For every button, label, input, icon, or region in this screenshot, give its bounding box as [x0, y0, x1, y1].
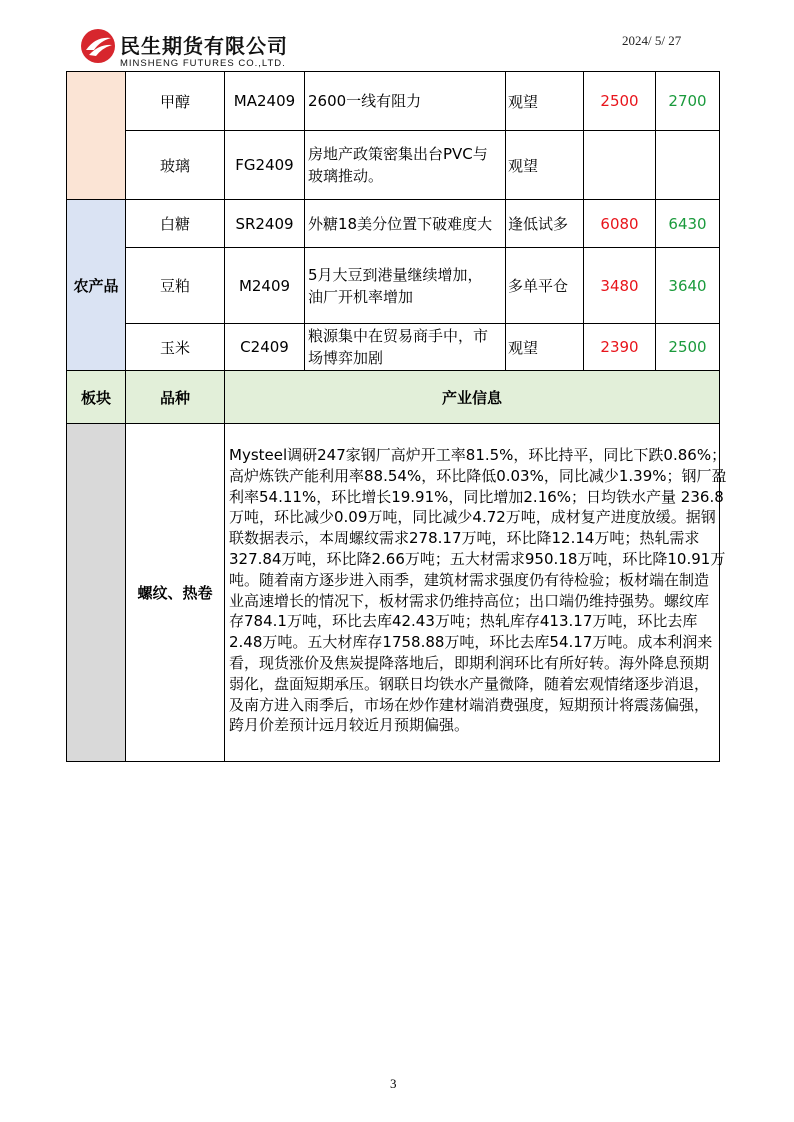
support-price: 2390: [584, 324, 656, 371]
table-row: [67, 131, 720, 200]
industry-info: [225, 424, 727, 762]
strategy-note: [305, 324, 506, 371]
note-line: 房地产政策密集出台PVC与: [308, 145, 488, 163]
resistance-price: 2500: [656, 324, 720, 371]
support-price: 3480: [584, 248, 656, 324]
variety-name: 豆粕: [126, 248, 225, 324]
resistance-price: 3640: [656, 248, 720, 324]
variety-name: 玉米: [126, 324, 225, 371]
header-variety: 品种: [126, 371, 225, 424]
section-header-row: [67, 371, 720, 424]
contract-code: SR2409: [225, 200, 305, 248]
variety-name: 玻璃: [126, 131, 225, 200]
minsheng-logo-icon: [80, 28, 116, 64]
company-name-cn: 民生期货有限公司: [120, 34, 288, 58]
view-cell: 观望: [506, 324, 584, 371]
variety-name: 白糖: [126, 200, 225, 248]
info-line: 万吨，环比减少0.09万吨，同比减少4.72万吨，成材复产进度放缓。据钢: [229, 508, 716, 527]
view-cell: 多单平仓: [506, 248, 584, 324]
view-cell: 逢低试多: [506, 200, 584, 248]
resistance-price: 6430: [656, 200, 720, 248]
info-line: 及南方进入雨季后，市场在炒作建材端消费强度，短期预计将震荡偏强，: [229, 695, 710, 714]
industry-sector: [67, 424, 126, 762]
info-line: 存784.1万吨，环比去库42.43万吨；热轧库存413.17万吨，环比去库: [229, 612, 698, 631]
sector-cell-energy: [67, 72, 126, 200]
info-line: 弱化，盘面短期承压。钢联日均铁水产量微降，随着宏观情绪逐步消退，: [229, 674, 710, 693]
header-sector: 板块: [67, 371, 126, 424]
note-line: 粮源集中在贸易商手中，市: [308, 327, 489, 345]
table-row: [67, 200, 720, 248]
table-row: [67, 324, 720, 371]
page-number: 3: [390, 1076, 397, 1091]
info-line: Mysteel调研247家钢厂高炉开工率81.5%，环比持平，同比下跌0.86%；: [229, 446, 727, 464]
contract-code: C2409: [225, 324, 305, 371]
resistance-price: 2700: [656, 72, 720, 131]
info-line: 跨月价差预计远月较近月预期偏强。: [229, 716, 470, 735]
variety-name: 甲醇: [126, 72, 225, 131]
note-line: 5月大豆到港量继续增加，: [308, 265, 483, 284]
strategy-note: 2600一线有阻力: [305, 72, 506, 131]
contract-code: M2409: [225, 248, 305, 324]
note-line: 场博弈加剧: [308, 349, 384, 367]
contract-code: MA2409: [225, 72, 305, 131]
table-row: [67, 72, 720, 131]
note-line: 油厂开机率增加: [308, 287, 414, 306]
strategy-note: [305, 131, 506, 200]
contract-code: FG2409: [225, 131, 305, 200]
note-line: 玻璃推动。: [308, 167, 384, 185]
info-line: 业高速增长的情况下，板材需求仍维持高位；出口端仍维持强势。螺纹库: [229, 591, 710, 610]
view-cell: 观望: [506, 131, 584, 200]
company-name-en: MINSHENG FUTURES CO.,LTD.: [120, 58, 286, 69]
support-price: [584, 131, 656, 200]
info-line: 2.48万吨。五大材库存1758.88万吨，环比去库54.17万吨。成本利润来: [229, 633, 713, 652]
strategy-note: [305, 248, 506, 324]
page-header: [0, 0, 794, 72]
industry-row: [67, 424, 720, 762]
header-info: 产业信息: [225, 371, 720, 424]
table-row: [67, 248, 720, 324]
industry-variety: 螺纹、热卷: [126, 424, 225, 762]
strategy-table: [66, 71, 727, 762]
sector-cell-agri: 农产品: [67, 200, 126, 371]
resistance-price: [656, 131, 720, 200]
info-line: 327.84万吨，环比降2.66万吨；五大材需求950.18万吨，环比降10.91万: [229, 549, 726, 568]
support-price: 2500: [584, 72, 656, 131]
support-price: 6080: [584, 200, 656, 248]
info-line: 高炉炼铁产能利用率88.54%，环比降低0.03%，同比减少1.39%；钢厂盈: [229, 466, 727, 485]
info-line: 看，现货涨价及焦炭提降落地后，即期利润环比有所好转。海外降息预期: [229, 653, 710, 672]
strategy-note: 外糖18美分位置下破难度大: [305, 200, 506, 248]
report-date: 2024/ 5/ 27: [622, 33, 682, 48]
info-line: 吨。随着南方逐步进入雨季，建筑材需求强度仍有待检验；板材端在制造: [229, 570, 710, 589]
info-line: 利率54.11%，环比增长19.91%，同比增加2.16%；日均铁水产量 236.8: [229, 487, 724, 506]
info-line: 联数据表示，本周螺纹需求278.17万吨，环比降12.14万吨；热轧需求: [229, 529, 700, 548]
view-cell: 观望: [506, 72, 584, 131]
